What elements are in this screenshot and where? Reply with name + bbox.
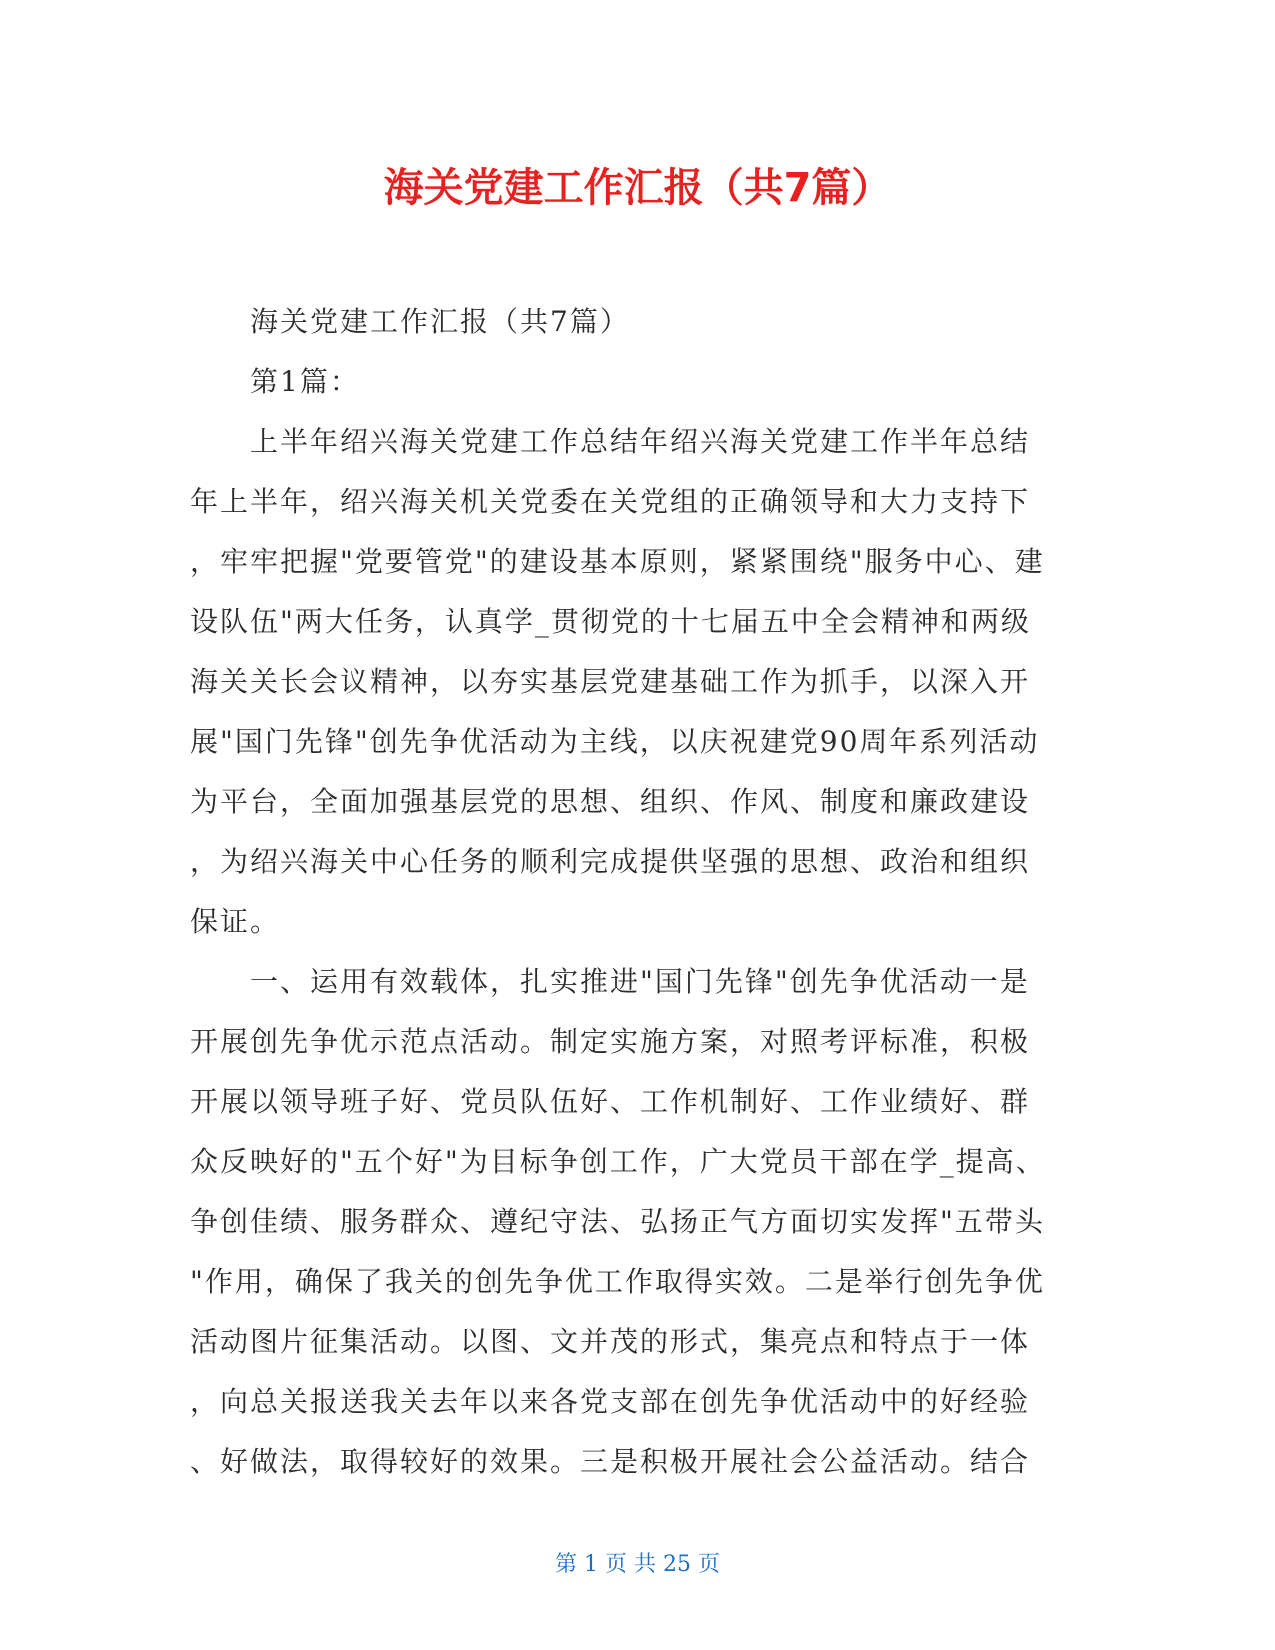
text-line: 为平台，全面加强基层党的思想、组织、作风、制度和廉政建设 <box>190 785 1031 818</box>
document-title: 海关党建工作汇报（共7篇） <box>383 165 892 211</box>
text-line: "作用，确保了我关的创先争优工作取得实效。二是举行创先争优 <box>190 1265 1045 1298</box>
text-line: ，为绍兴海关中心任务的顺利完成提供坚强的思想、政治和组织 <box>190 845 1031 878</box>
text-line: 设队伍"两大任务，认真学_贯彻党的十七届五中全会精神和两级 <box>190 605 1031 638</box>
text-line: 海关党建工作汇报（共7篇） <box>250 305 630 338</box>
text-line: 上半年绍兴海关党建工作总结年绍兴海关党建工作半年总结 <box>250 425 1031 458</box>
document-body <box>190 292 1080 1492</box>
text-line: 第1篇： <box>250 365 360 398</box>
text-line: 、好做法，取得较好的效果。三是积极开展社会公益活动。结合 <box>190 1445 1031 1478</box>
page-number-footer: 第 1 页 共 25 页 <box>555 1552 720 1577</box>
text-line: 展"国门先锋"创先争优活动为主线，以庆祝建党90周年系列活动 <box>190 725 1040 758</box>
text-line: 开展创先争优示范点活动。制定实施方案，对照考评标准，积极 <box>190 1025 1031 1058</box>
text-line: ，牢牢把握"党要管党"的建设基本原则，紧紧围绕"服务中心、建 <box>190 545 1045 578</box>
text-line: 一、运用有效载体，扎实推进"国门先锋"创先争优活动一是 <box>250 965 1030 998</box>
text-line: 争创佳绩、服务群众、遵纪守法、弘扬正气方面切实发挥"五带头 <box>190 1205 1045 1238</box>
text-line: ，向总关报送我关去年以来各党支部在创先争优活动中的好经验 <box>190 1385 1031 1418</box>
text-line: 海关关长会议精神，以夯实基层党建基础工作为抓手，以深入开 <box>190 665 1031 698</box>
text-line: 保证。 <box>190 905 281 938</box>
text-line: 活动图片征集活动。以图、文并茂的形式，集亮点和特点于一体 <box>190 1325 1031 1358</box>
text-line: 年上半年，绍兴海关机关党委在关党组的正确领导和大力支持下 <box>190 485 1031 518</box>
text-line: 开展以领导班子好、党员队伍好、工作机制好、工作业绩好、群 <box>190 1085 1031 1118</box>
text-line: 众反映好的"五个好"为目标争创工作，广大党员干部在学_提高、 <box>190 1145 1046 1178</box>
